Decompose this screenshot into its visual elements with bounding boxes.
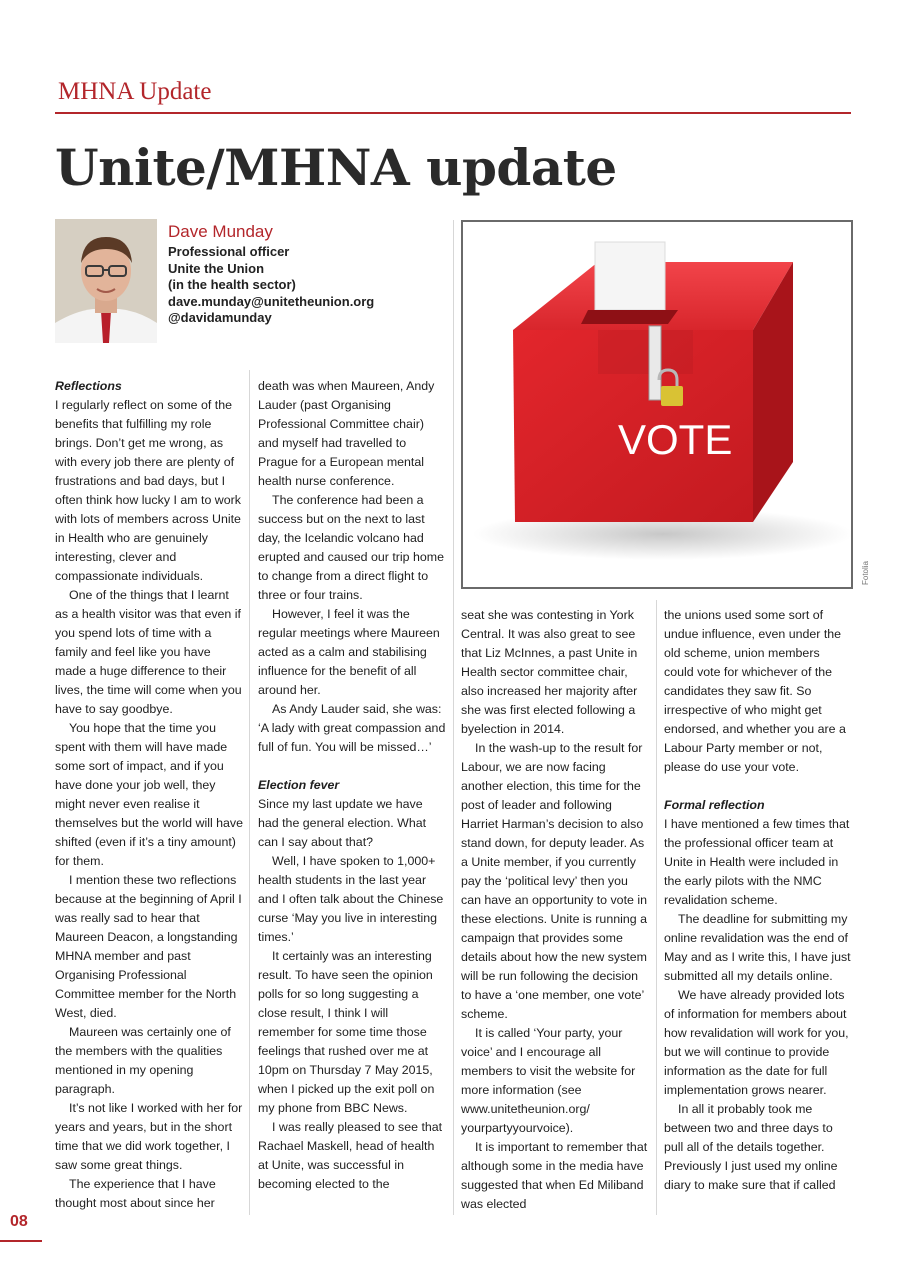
paragraph: death was when Maureen, Andy Lauder (past Organising Professional Committee chair) and myself had travelled to Prague for a European mental health nurse conference. [258,379,435,488]
author-email[interactable]: dave.munday@unitetheunion.org [168,293,375,309]
paragraph: In the wash-up to the result for Labour, we are now facing another election, this time for the post of leader and following Harriet Harman’s decision to also stand down, for deputy leader. As a Unite member, if you currently pay the ‘political levy’ then you can have an opportunity to vote in these elections. Unite is running a campaign that provides some details about how the new system will be run following the decision to have a ‘one member, one vote’ scheme. [461,741,647,1021]
author-sector: (in the health sector) [168,277,296,293]
spacer [664,777,852,796]
article-column-3 [461,606,649,1214]
paragraph: We have already provided lots of information for members about how revalidation will work for you, but we will continue to provide information as the date for full implementation grows nearer. [664,988,849,1097]
section-label: MHNA Update [58,78,212,105]
paragraph: The experience that I have thought most about since her [55,1177,216,1210]
photo-credit: Fotolia [861,560,870,585]
page-number: 08 [10,1213,28,1230]
author-photo [55,219,157,343]
author-title: Professional officer [168,244,290,259]
paragraph: The conference had been a success but on the next to last day, the Icelandic volcano had erupted and caused our trip home to change from a direct flight to three or four trains. [258,493,444,602]
vote-box-image [461,220,853,589]
spacer [258,757,446,776]
paragraph: I mention these two reflections because at the beginning of April I was really sad to hear that Maureen Deacon, a longstanding MHNA member and past Organising Professional Committee member for the North West, died. [55,873,242,1020]
section-rule [55,112,851,114]
author-org: Unite the Union [168,260,265,276]
paragraph: It’s not like I worked with her for years and years, but in the short time that we did work together, I saw some great things. [55,1101,243,1172]
paragraph: Since my last update we have had the general election. What can I say about that? [258,797,427,849]
paragraph: As Andy Lauder said, she was: ‘A lady with great compassion and full of fun. You will be missed…’ [258,702,446,754]
paragraph: I regularly reflect on some of the benefits that fulfilling my role brings. Don’t get me wrong, as with every job there are plenty of frustrations and bad days, but I often think how lucky I am to work with lots of members across Unite in Health who are genuinely interesting, clever and compassionate individuals. [55,398,241,583]
column-divider [453,220,454,1215]
paragraph: I was really pleased to see that Rachael Maskell, head of health at Unite, was successful in becoming elected to the [258,1120,443,1191]
vote-box-label: VOTE [618,416,733,463]
author-block [168,222,374,327]
ballot-box-illustration [463,222,851,587]
section-heading: Reflections [55,379,122,393]
article-column-1 [55,377,243,1213]
paragraph: seat she was contesting in York Central. It was also great to see that Liz McInnes, a past Unite in Health sector committee chair, also increased her majority after she was first elected following a byelection in 2014. [461,608,638,736]
author-photo-illustration [55,219,157,343]
page-number-rule [0,1240,42,1242]
column-divider [249,370,250,1215]
paragraph: I have mentioned a few times that the professional officer team at Unite in Health were included in the early pilots with the NMC revalidation scheme. [664,817,850,907]
author-name: Dave Munday [168,222,273,241]
paragraph: However, I feel it was the regular meetings where Maureen acted as a calm and stabilising influence for the benefit of all around her. [258,607,440,697]
article-column-4 [664,606,852,1195]
paragraph: It is called ‘Your party, your voice’ and I encourage all members to visit the website for more information (see www.unitetheunion.org/ yourpartyyourvoice). [461,1026,636,1135]
page-title: Unite/MHNA update [55,138,617,197]
section-heading: Election fever [258,778,340,792]
paragraph: It certainly was an interesting result. To have seen the opinion polls for so long suggesting a close result, I think I will remember for some time those feelings that rushed over me at 10pm on Thursday 7 May 2015, when I picked up the exit poll on my phone from BBC News. [258,949,435,1115]
paragraph: One of the things that I learnt as a health visitor was that even if you spend lots of time with a family and feel like you have made a huge difference to their lives, the time will come when you have to say goodbye. [55,588,242,716]
paragraph: The deadline for submitting my online revalidation was the end of May and as I write this, I have just submitted all my details online. [664,912,851,983]
author-twitter[interactable]: @davidamunday [168,310,272,326]
column-divider [656,600,657,1215]
paragraph: Maureen was certainly one of the members with the qualities mentioned in my opening paragraph. [55,1025,231,1096]
paragraph: In all it probably took me between two and three days to pull all of the details together. Previously I just used my online diary to make sure that if called [664,1102,838,1192]
paragraph: It is important to remember that although some in the media have suggested that when Ed Miliband was elected [461,1140,648,1211]
section-heading: Formal reflection [664,798,765,812]
paragraph: You hope that the time you spent with them will have made some sort of impact, and if you have done your job well, they might never even realise it themselves but the world will have shifted (even if it’s a tiny amount) for them. [55,721,244,868]
article-column-2 [258,377,446,1194]
paragraph: the unions used some sort of undue influence, even under the old scheme, union members could vote for whichever of the candidates they saw fit. So irrespective of who might get endorsed, and whether you are a Labour Party member or not, please do use your vote. [664,608,846,774]
paragraph: Well, I have spoken to 1,000+ health students in the last year and I often talk about the Chinese curse ‘May you live in interesting times.’ [258,854,444,944]
